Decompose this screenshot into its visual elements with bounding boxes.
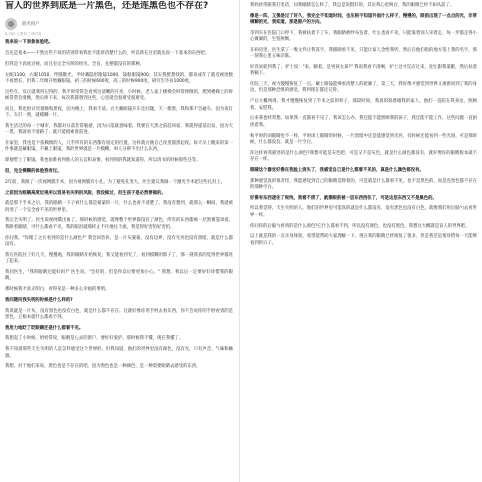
paragraph: 2年前，我做了一次视网膜手术，因为视网膜有小孔，为了避免孔变大，医生建议我做一个激光手术把这些孔封上。 [5, 179, 225, 185]
paragraph: 和平时的闭眼睛也不一样，平时闭上眼睛的时候，一片黑暗中还是能感觉到光亮，有时候还能看到一些光斑，可是那时候，什么都没有，就是一片空白。 [250, 133, 477, 145]
left-column [0, 0, 237, 482]
paragraph: 之前因为眼睛高度近视所以容易有失明的风险，我没做过，但生孩子是必然要做的。 [5, 190, 166, 196]
paragraph: 而且，我也很讨厌很晚和黑夜，因为晚上，我看不清。白天戴眼镜开车还问题，天一擦黑，我和那不会碰车，因为夜灯下，车灯一照，就模糊一片。 [5, 106, 233, 118]
paragraph: 我妈经常跟我打电话，问我眼睛怎么样了，我总是说挺好的，其实我心里明白，我的眼睛已经不如从前了。 [250, 3, 455, 8]
paragraph: 那时候我才真正明白，看得见是一种多么幸福的事情。 [5, 286, 110, 292]
left-body [5, 40, 233, 371]
avatar[interactable] [5, 18, 17, 30]
paragraph: 我完全失明了。医生说视网膜出血了。那时候的感觉，就像整个世界都没有了颜色，所有的东西都被一层黑雾笼罩着。我睁着眼睛，可什么都看不见，我的眼泪就那样止不住地往下流，我觉得好害怕好害怕。 [5, 218, 233, 230]
right-column [242, 0, 481, 482]
paragraph: 以上就是我的一点亲身体验，希望能帮助大家理解一下。现在我的眼睛已经恢复了很多，但是我还是很珍惜每一天能够看到的日子。 [250, 234, 477, 246]
paragraph: 在病房里，医生拿了一堆文件让我签字，我眼睛看不见，只能让家人念给我听，然后在他们指的地方签上我的名字，那一刻我心里五味杂陈。 [250, 48, 477, 60]
paragraph: 就是那个手术之后，我的眼睛一下子看什么都是蒙蒙的一片，什么也看不清楚了。我没有想到，就那么一瞬间，我就被扔进了一个完全看不见的世界里。 [5, 201, 233, 213]
paragraph: 我来说一下表象体验吧。 [5, 40, 53, 45]
paragraph: 你问我，"你瞎了之后看到的是什么颜色?" 我会回答你，是一片灰蒙蒙，没有边界，没有光亮也没有黑暗，就是什么都没有。 [5, 235, 233, 247]
paragraph: 我在医院住了好几天，慢慢地，我的眼睛开始恢复，我又能看到光了，看到模糊的影子了，那一刻我真的觉得世界都亮了起来。 [5, 252, 233, 264]
person-icon [8, 21, 14, 27]
paragraph: 我用力地眨了眨眼睛还是什么都看不见。 [5, 325, 84, 331]
question-title[interactable]: 盲人的世界到底是一片黑色，还是连黑色也不存在? [5, 1, 209, 11]
paragraph: 我问题问我失明的时候是什么样的? [5, 297, 73, 303]
paragraph: 我想，对于他们来说，黑色也是不存在的吧。因为黑色也是一种颜色，是一种需要眼睛去感受的东西。 [5, 364, 201, 370]
paragraph: 所以我觉得，天生失明的人，他们的世界里可能真的就是什么都没有，没有黑色也没有白色，就像我们用后脑勺去看世界一样。 [250, 206, 477, 218]
paragraph: 即便带上了眼镜，我也很难看到他人的五官和表情，看到别的我就知道你，所以请书的时候那些还等。 [5, 158, 201, 163]
paragraph: 等到车在医院门口停下，我被扶着下了车，我眼睛被纱布包着，什么也看不见，只能靠着别人牵着走，每一步都走得小心翼翼的，生怕摔倒。 [250, 30, 477, 43]
paragraph: 这些年，反正就我所记得的，我平时常常会看到这清晰的月亮，小时候，老人家上楼梯会时常摔倒的，爬到楼梯上的时候常常会滑倒，然后摔下来，每次我都想到这些，心里就会很难受很难受。 [5, 89, 233, 101]
paragraph: 我想起了小时候，奶奶常说，眼睛是心灵的窗户，要好好爱护。那时候我不懂，现在我懂了。 [5, 336, 184, 342]
paragraph: 住院三天，视力慢慢恢复了一点，戴上眼镜能够看清楚人的轮廓了，第三天，我好像才感觉到世界又重新回到了我的身边，但是那种恐惧的感觉，我到现在都还记得。 [250, 82, 477, 94]
paragraph: 我说就是一片灰，没有黑色也没有白色，就是什么都不存在。这就好像你用手肘去看东西，你不会说你的手肘看到的是黑色，它根本就什么都看不到。 [5, 308, 233, 320]
paragraph: 像是一阵，又像是过了好久，我完全不知道时间，也压根不知道外面什么样子，慢慢的，眼前出现了一点点的光，非常模糊的光，我知道，那是窗户的方向。 [250, 13, 477, 26]
paragraph: 我问医生，"我的眼睛还能好吗?" 医生说，"会好的，但是你以后要更加小心。" 我想，我以后一定要好好珍惜我的眼睛。 [5, 269, 233, 281]
vote-count: 6,765 人赞同了该回答 [5, 32, 42, 36]
paragraph: 你问你的后脑勺看到的是什么颜色?它什么都看不到，所以没有颜色，也没有黑色。我想这大概就是盲人的世界吧。 [250, 223, 470, 229]
paragraph: 好像有东西遮住了视线，我看不清了，就像眼前被一层东西挡住了，可是这层东西又不是黑色的。 [250, 195, 437, 201]
author-row [5, 18, 233, 30]
paragraph: 后来我也经常想，如果我一直都看不见了，我该怎么办，我还能不能照顾我的孩子，我还能不能工作，这些问题一直困扰着我。 [250, 116, 477, 128]
paragraph: 你这样看我描述的是什么颜色?我想可能是灰色吧，可是又不是灰色，就是什么颜色都没有，就好像你的眼睛根本就不存在一样。 [250, 150, 477, 162]
paragraph: 好容易轮到我了，护士说："来，躺着，是男孩女孩?" 我说我看不清啊，护士这才反应过来，连忙跟我道歉，然后扶着我躺下。 [250, 65, 477, 77]
paragraph: 在家里，我也是个依赖惯的人，几乎所有的东西都有固定的位置，这样就方便自己夜里摸黑起夜。每天早上醒来的第一件事就是戴眼镜，不戴上眼镜，我的世界就是一片模糊，叫人分辨不出什么东西。 [5, 140, 233, 153]
paragraph: 我不知道那些天生失明的人是怎样感受这个世界的，但我知道，他们的世界里没有颜色，没有光，只有声音、气味和触感。 [5, 347, 233, 359]
paragraph: 左眼1100，右眼1050，伴随散光，平时戴隐形眼镜1000，镜框眼镜900，其实我挺想找的，都说成年了就近视度数不再增长，但我二年级开始戴眼镜，初三的时候600度，高三的时候900度，研究生毕业1000度。 [5, 72, 233, 84]
paragraph: 我生活过的每一个城市，我都对日落非常敏感，因为日落就意味着，我要在天黑之前赶回家，我就得提前出发，因为天一黑，我就看不清路了，就只能摸索着前进。 [5, 123, 233, 136]
paragraph: 但我是个高度近视，而且有完全失明的经历。全盲，先摆都没有的那种。 [5, 61, 144, 67]
column-divider [239, 0, 240, 482]
paragraph: 产后大概两周，我才慢慢恢复到了手术之前的样子，那段时间，我真的很感谢我的家人，他们一直陪在我身边，照顾我，安慰我。 [250, 99, 477, 111]
paragraph: 那种感觉真的很奇怪，我能感觉到自己的眼睛是睁着的，可是就是什么都看不见，也不是黑色的，而是连黑色都不存在的那种空白。 [250, 178, 477, 190]
paragraph: 但，完全模糊的体验我有过。 [5, 168, 62, 174]
author-name[interactable]: 匿名用户 [22, 22, 40, 27]
right-body [250, 3, 477, 247]
paragraph: 首先是基本——不然这些不说的话别管看我也不能讲清楚什么的，所以我在这里就先说一下基本的东西吧。 [5, 50, 210, 56]
paragraph: 眼睛这个器官好像在我脸上消失了，我感觉自己是什么都看不见的，真是什么颜色都没有。 [250, 167, 424, 173]
